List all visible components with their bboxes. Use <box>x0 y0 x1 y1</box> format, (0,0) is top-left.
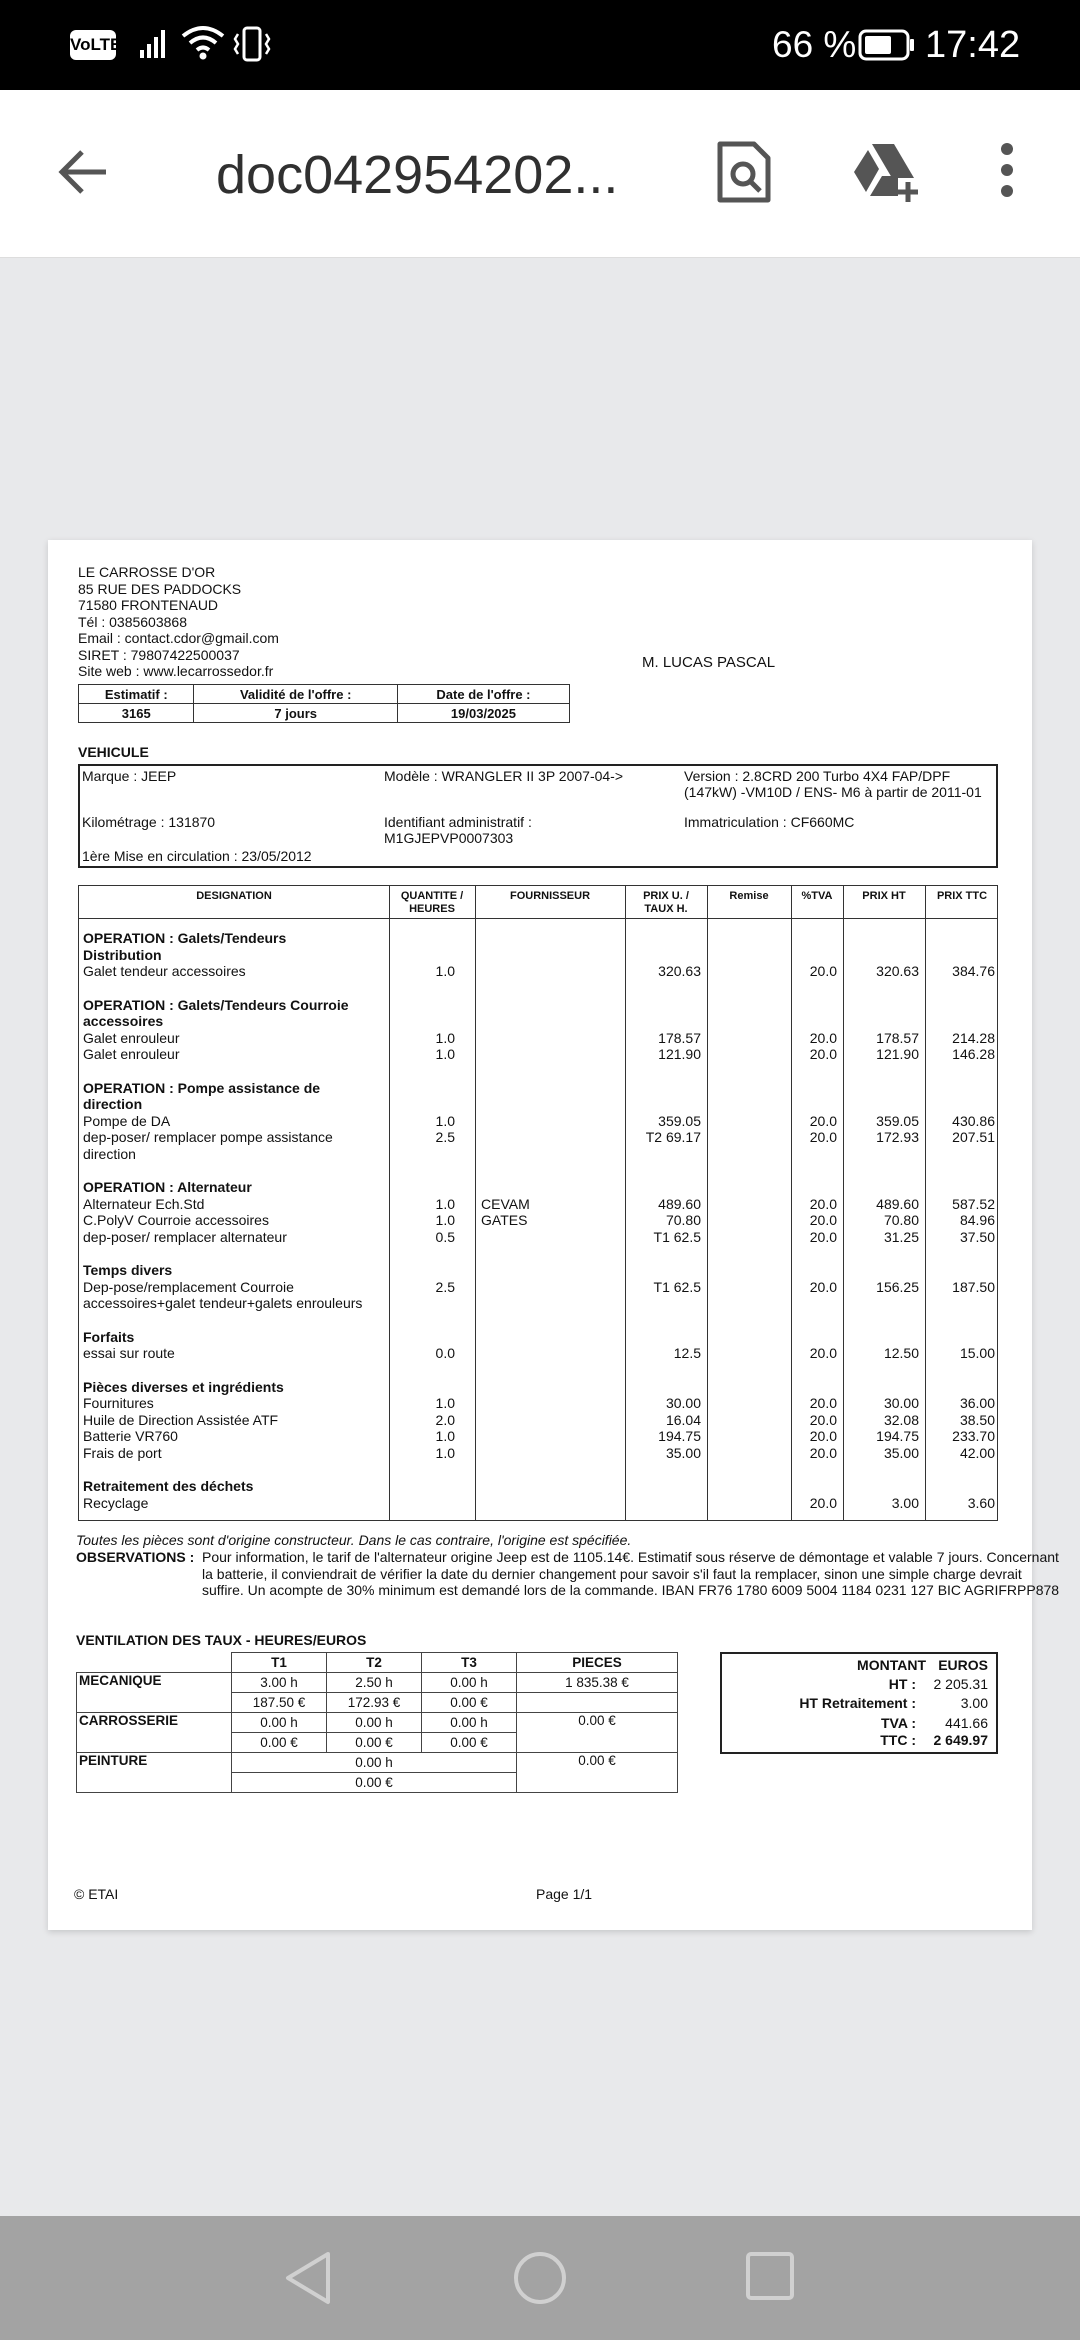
line-value: 2.0 <box>435 1411 455 1428</box>
column-header: PRIX U. / TAUX H. <box>643 890 689 915</box>
line-value: 207.51 <box>952 1129 995 1145</box>
line-value: 20.0 <box>809 1444 837 1461</box>
line-description: Recyclage <box>83 1494 149 1511</box>
rates-row-label: MECANIQUE <box>77 1673 232 1713</box>
column-divider <box>791 886 792 1520</box>
rate-cell: 2.50 h <box>327 1673 422 1693</box>
vehicle-id: Identifiant administratif : M1GJEPVP0007303 <box>384 814 532 846</box>
column-header: DESIGNATION <box>196 890 272 902</box>
rate-cell: 0.00 € <box>422 1693 517 1713</box>
section-heading: OPERATION : Alternateur <box>83 1179 252 1195</box>
line-value: 32.08 <box>883 1411 919 1428</box>
footer-page-number: Page 1/1 <box>536 1886 593 1902</box>
line-value: 0.0 <box>435 1345 455 1361</box>
wifi-icon <box>180 24 226 62</box>
rate-cell: 0.00 € <box>422 1733 517 1753</box>
rate-cell: 0.00 € <box>517 1713 678 1753</box>
estimate-header: Date de l'offre : <box>397 685 569 704</box>
estimate-table <box>78 684 570 723</box>
more-options-icon[interactable] <box>1000 142 1014 198</box>
status-bar <box>0 0 1080 90</box>
volte-indicator: VoLTE <box>70 30 116 60</box>
line-value: 20.0 <box>809 1395 837 1411</box>
line-description: Alternateur Ech.Std <box>83 1195 205 1212</box>
vibrate-icon <box>232 26 272 62</box>
line-description: Galet enrouleur <box>83 1046 180 1062</box>
line-value: T2 69.17 <box>645 1129 701 1145</box>
company-line: SIRET : 79807422500037 <box>78 646 240 663</box>
company-line: LE CARROSSE D'OR <box>78 564 216 580</box>
line-value: 1.0 <box>435 1395 455 1411</box>
total-retraitement: 3.00 <box>960 1695 988 1711</box>
line-value: 20.0 <box>809 1129 837 1145</box>
document-title: doc042954202... <box>216 145 619 205</box>
column-header: %TVA <box>801 890 833 902</box>
line-value: 0.5 <box>435 1228 455 1245</box>
line-value: T1 62.5 <box>653 1228 701 1245</box>
line-value: 35.00 <box>883 1444 919 1461</box>
column-header: PRIX HT <box>862 890 906 902</box>
section-heading: Temps divers <box>83 1262 173 1278</box>
line-description: Galet tendeur accessoires <box>83 963 246 979</box>
line-description: Dep-pose/remplacement Courroie <box>83 1278 294 1295</box>
total-ht-label: HT : <box>888 1676 916 1692</box>
line-value: 30.00 <box>665 1395 701 1411</box>
totals-euros-label: EUROS <box>938 1657 988 1673</box>
estimate-header: Validité de l'offre : <box>194 685 397 704</box>
line-value: 1.0 <box>435 1112 455 1129</box>
line-value: 12.5 <box>673 1345 701 1361</box>
section-heading: Pièces diverses et ingrédients <box>83 1378 284 1395</box>
total-ttc-label: TTC : <box>880 1732 916 1748</box>
line-value: 178.57 <box>876 1029 919 1046</box>
line-value: 187.50 <box>952 1278 995 1295</box>
section-heading: Distribution <box>83 946 162 963</box>
rates-row-label: CARROSSERIE <box>77 1713 232 1753</box>
rates-header: PIECES <box>517 1653 678 1673</box>
line-value: 20.0 <box>809 1212 837 1228</box>
signal-icon <box>140 26 172 60</box>
line-value: 70.80 <box>665 1212 701 1228</box>
line-value: 1.0 <box>435 1029 455 1046</box>
vehicle-mileage: Kilométrage : 131870 <box>82 814 216 830</box>
ventilation-title: VENTILATION DES TAUX - HEURES/EUROS <box>76 1632 367 1648</box>
customer-name: M. LUCAS PASCAL <box>642 654 776 671</box>
total-ht: 2 205.31 <box>933 1676 988 1692</box>
line-value: 233.70 <box>952 1428 995 1444</box>
document-page <box>48 540 1060 1930</box>
line-value: 37.50 <box>959 1228 995 1245</box>
rates-header: T1 <box>232 1653 327 1673</box>
section-heading: Retraitement des déchets <box>83 1478 254 1494</box>
line-value: 20.0 <box>809 1112 837 1129</box>
line-description: dep-poser/ remplacer pompe assistance <box>83 1129 333 1145</box>
vehicle-label: VEHICULE <box>78 744 149 760</box>
line-description: dep-poser/ remplacer alternateur <box>83 1228 287 1245</box>
rate-cell: 0.00 h <box>232 1753 517 1773</box>
column-divider <box>625 886 626 1520</box>
rate-cell: 0.00 € <box>327 1733 422 1753</box>
total-ttc: 2 649.97 <box>933 1732 988 1748</box>
column-header: QUANTITE / HEURES <box>400 890 464 915</box>
vehicle-registration: Immatriculation : CF660MC <box>684 814 855 830</box>
line-value: 320.63 <box>876 963 919 979</box>
line-value: 1.0 <box>435 1195 455 1212</box>
total-tva: 441.66 <box>945 1715 988 1731</box>
offer-date: 19/03/2025 <box>397 704 569 723</box>
line-value: GATES <box>481 1212 528 1228</box>
column-header: PRIX TTC <box>936 890 988 902</box>
battery-icon <box>858 28 916 62</box>
rate-cell: 0.00 € <box>517 1753 678 1793</box>
line-value: 15.00 <box>959 1345 995 1361</box>
origin-notice: Toutes les pièces sont d'origine constructeur. Dans le cas contraire, l'origine est spécifiée. <box>76 1532 632 1548</box>
column-divider <box>707 886 708 1520</box>
footer-etai: © ETAI <box>74 1886 119 1902</box>
section-heading: OPERATION : Galets/Tendeurs Courroie <box>83 996 349 1013</box>
rate-cell: 1 835.38 € <box>517 1673 678 1693</box>
observations-text: Pour information, le tarif de l'alternateur origine Jeep est de 1105.14€. Estimatif sous réserve de démontage et valable 7 jours. Concernant la batterie, il conviendrait de vérifier la date du dernier changement pour savoir s'il faut la remplacer, sinon une simple charge devrait suffire. Un acompte de 30% minimum est demandé lors de la commande. IBAN FR76 1780 6009 5004 1184 0231 127 BIC AGRIFRPP878 <box>202 1549 1060 1598</box>
company-header <box>78 564 279 680</box>
line-value: 84.96 <box>959 1212 995 1228</box>
line-description: accessoires+galet tendeur+galets enrouleurs <box>83 1295 363 1311</box>
rate-cell: 0.00 € <box>232 1733 327 1753</box>
line-value: 2.5 <box>435 1129 455 1145</box>
clock: 17:42 <box>925 24 1021 66</box>
line-value: 1.0 <box>435 963 455 979</box>
rates-header: T2 <box>327 1653 422 1673</box>
line-value: 214.28 <box>952 1029 995 1046</box>
rate-cell: 187.50 € <box>232 1693 327 1713</box>
line-description: Huile de Direction Assistée ATF <box>83 1411 279 1428</box>
line-value: 12.50 <box>883 1345 919 1361</box>
line-value: 42.00 <box>959 1444 995 1461</box>
line-description: Galet enrouleur <box>83 1029 180 1046</box>
observations <box>76 1532 1060 1598</box>
line-value: 489.60 <box>876 1195 919 1212</box>
line-description: Pompe de DA <box>83 1112 171 1129</box>
rates-table <box>76 1652 678 1793</box>
section-heading: OPERATION : Pompe assistance de <box>83 1079 321 1096</box>
section-heading: OPERATION : Galets/Tendeurs <box>83 930 287 946</box>
line-value: 1.0 <box>435 1428 455 1444</box>
vehicle-box <box>78 764 998 868</box>
save-to-drive-icon[interactable] <box>850 142 922 202</box>
lines-table <box>78 885 998 1521</box>
line-value: 20.0 <box>809 1494 837 1511</box>
rates-row-label: PEINTURE <box>77 1753 232 1793</box>
line-value: 35.00 <box>665 1444 701 1461</box>
estimate-header: Estimatif : <box>79 685 194 704</box>
back-arrow-icon[interactable] <box>56 145 110 199</box>
observations-label: OBSERVATIONS : <box>76 1549 195 1565</box>
line-value: 178.57 <box>658 1029 701 1046</box>
vehicle-version: Version : 2.8CRD 200 Turbo 4X4 FAP/DPF (147kW) -VM10D / ENS- M6 à partir de 2011-01 <box>684 768 982 800</box>
rate-cell: 0.00 h <box>327 1713 422 1733</box>
line-description: C.PolyV Courroie accessoires <box>83 1212 269 1228</box>
line-description: Batterie VR760 <box>83 1428 178 1444</box>
line-value: 20.0 <box>809 1411 837 1428</box>
rate-cell: 0.00 h <box>422 1673 517 1693</box>
line-value: 121.90 <box>876 1046 919 1062</box>
line-value: 16.04 <box>665 1411 701 1428</box>
line-value: 20.0 <box>809 1195 837 1212</box>
app-bar <box>0 90 1080 258</box>
line-value: 20.0 <box>809 1046 837 1062</box>
vehicle-make: Marque : JEEP <box>82 768 177 784</box>
offer-validity: 7 jours <box>194 704 397 723</box>
line-value: 1.0 <box>435 1046 455 1062</box>
line-value: 320.63 <box>658 963 701 979</box>
total-retraitement-label: HT Retraitement : <box>799 1695 916 1711</box>
line-description: direction <box>83 1145 136 1162</box>
column-divider <box>389 886 390 1520</box>
nav-back-icon[interactable] <box>284 2250 332 2306</box>
nav-home-icon[interactable] <box>512 2250 568 2306</box>
rate-cell: 3.00 h <box>232 1673 327 1693</box>
line-value: 359.05 <box>876 1112 919 1129</box>
line-value: 3.60 <box>967 1494 995 1511</box>
rate-cell: 172.93 € <box>327 1693 422 1713</box>
section-heading: direction <box>83 1096 143 1112</box>
line-value: 1.0 <box>435 1444 455 1461</box>
line-value: 172.93 <box>876 1129 919 1145</box>
line-value: 430.86 <box>952 1112 995 1129</box>
rate-cell: 0.00 h <box>232 1713 327 1733</box>
line-value: 20.0 <box>809 1428 837 1444</box>
line-value: 20.0 <box>809 1278 837 1295</box>
line-value: 121.90 <box>658 1046 701 1062</box>
find-in-document-icon[interactable] <box>716 140 772 204</box>
line-value: 1.0 <box>435 1212 455 1228</box>
line-description: Frais de port <box>83 1444 162 1461</box>
battery-percent: 66 % <box>772 24 857 65</box>
line-value: 70.80 <box>883 1212 919 1228</box>
rate-cell: 0.00 € <box>232 1773 517 1793</box>
line-value: 489.60 <box>658 1195 701 1212</box>
column-divider <box>475 886 476 1520</box>
line-value: 146.28 <box>952 1046 995 1062</box>
line-value: 31.25 <box>883 1228 919 1245</box>
line-value: 194.75 <box>658 1428 701 1444</box>
header-divider <box>79 918 997 919</box>
line-value: 20.0 <box>809 1345 837 1361</box>
line-value: 359.05 <box>658 1112 701 1129</box>
line-value: 36.00 <box>959 1395 995 1411</box>
line-value: CEVAM <box>481 1195 530 1212</box>
company-line: 85 RUE DES PADDOCKS <box>78 580 242 597</box>
column-header: FOURNISSEUR <box>509 890 591 902</box>
column-divider <box>925 886 926 1520</box>
total-tva-label: TVA : <box>881 1715 916 1731</box>
line-value: 384.76 <box>952 963 995 979</box>
rates-header: T3 <box>422 1653 517 1673</box>
column-header: Remise <box>729 890 769 902</box>
section-heading: accessoires <box>83 1013 164 1029</box>
line-value: 30.00 <box>883 1395 919 1411</box>
line-value: 194.75 <box>876 1428 919 1444</box>
line-description: Fournitures <box>83 1395 154 1411</box>
line-value: 20.0 <box>809 1228 837 1245</box>
company-line: Tél : 0385603868 <box>78 613 187 630</box>
line-value: 2.5 <box>435 1278 455 1295</box>
line-value: 156.25 <box>876 1278 919 1295</box>
company-line: 71580 FRONTENAUD <box>78 597 219 613</box>
line-value: T1 62.5 <box>653 1278 701 1295</box>
line-value: 38.50 <box>959 1411 995 1428</box>
company-line: Email : contact.cdor@gmail.com <box>78 630 279 646</box>
line-description: essai sur route <box>83 1345 175 1361</box>
totals-montant-label: MONTANT <box>857 1657 926 1673</box>
estimate-number: 3165 <box>79 704 194 723</box>
vehicle-first-registration: 1ère Mise en circulation : 23/05/2012 <box>82 848 312 864</box>
rate-cell: 0.00 h <box>422 1713 517 1733</box>
line-value: 20.0 <box>809 963 837 979</box>
totals-box <box>720 1652 998 1754</box>
section-heading: Forfaits <box>83 1328 135 1345</box>
column-divider <box>843 886 844 1520</box>
line-value: 20.0 <box>809 1029 837 1046</box>
line-value: 587.52 <box>952 1195 995 1212</box>
company-line: Site web : www.lecarrossedor.fr <box>78 663 274 679</box>
navigation-bar <box>0 2216 1080 2340</box>
vehicle-model: Modèle : WRANGLER II 3P 2007-04-> <box>384 768 624 784</box>
line-value: 3.00 <box>891 1494 919 1511</box>
nav-recents-icon[interactable] <box>744 2250 796 2302</box>
